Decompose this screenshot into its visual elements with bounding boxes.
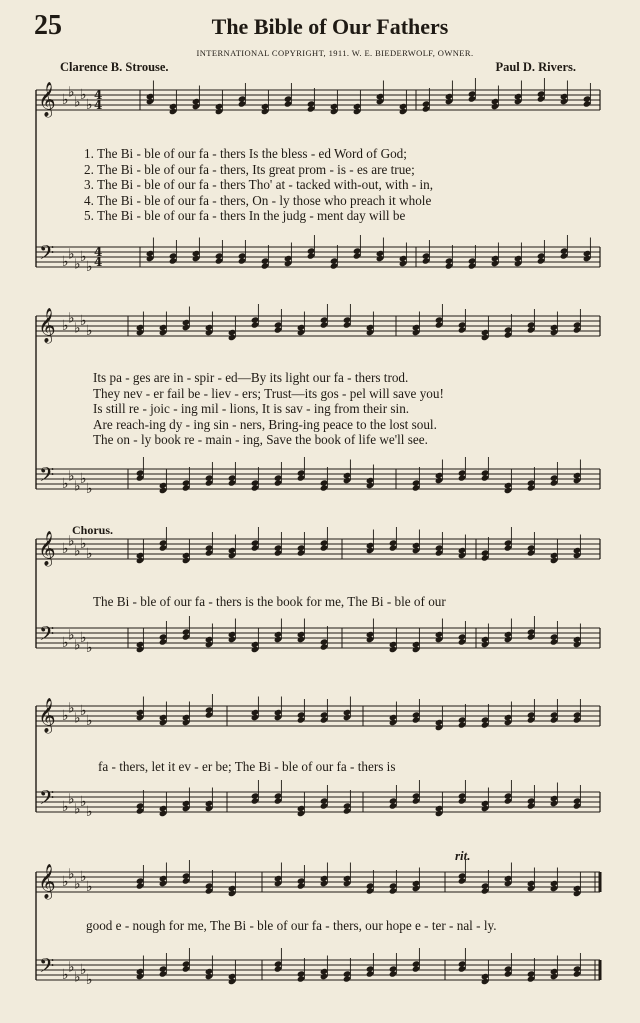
- flat-sign: ♭: [86, 804, 93, 820]
- flat-sign: ♭: [68, 310, 75, 327]
- flat-sign: ♭: [86, 97, 93, 113]
- hymn-number: 25: [34, 10, 62, 41]
- flat-sign: ♭: [62, 967, 69, 983]
- flat-sign: ♭: [86, 640, 93, 656]
- flat-sign: ♭: [62, 799, 69, 815]
- flat-sign: ♭: [74, 969, 81, 986]
- flat-sign: ♭: [68, 468, 75, 485]
- verse-2-line-2: They nev - er fail be - liev - ers; Trust—its gos - pel will save you!: [93, 386, 444, 401]
- treble-clef: 𝄞: [38, 308, 56, 343]
- verse-3-line-1: 3. The Bi - ble of our fa - thers Tho' at - tacked with-out, with - in,: [84, 177, 434, 192]
- time-signature-top: 4: [94, 245, 103, 259]
- chorus-line-2: fa - thers, let it ev - er be; The Bi - ble of our fa - thers is: [98, 759, 396, 774]
- verse-5-line-2: The on - ly book re - main - ing, Save the book of life we'll see.: [93, 432, 428, 447]
- verse-1-line-2: Its pa - ges are in - spir - ed—By its light our fa - thers trod.: [93, 370, 409, 385]
- flat-sign: ♭: [80, 794, 87, 810]
- verse-1-line-1: 1. The Bi - ble of our fa - thers Is the bless - ed Word of God;: [84, 146, 407, 161]
- flat-sign: ♭: [80, 869, 87, 885]
- flat-sign: ♭: [74, 876, 81, 893]
- flat-sign: ♭: [74, 256, 81, 273]
- flat-sign: ♭: [80, 313, 87, 329]
- treble-clef: 𝄞: [38, 82, 56, 117]
- music-system: [36, 527, 600, 656]
- flat-sign: ♭: [80, 536, 87, 552]
- author-credit: Paul D. Rivers.: [495, 60, 576, 74]
- bass-clef: 𝄢: [39, 241, 55, 269]
- flat-sign: ♭: [74, 710, 81, 727]
- copyright-notice: INTERNATIONAL COPYRIGHT, 1911. W. E. BIEDERWOLF, OWNER.: [196, 48, 474, 58]
- flat-sign: ♭: [62, 635, 69, 651]
- flat-sign: ♭: [86, 972, 93, 988]
- flat-sign: ♭: [74, 637, 81, 654]
- flat-sign: ♭: [68, 791, 75, 808]
- flat-sign: ♭: [80, 249, 87, 265]
- flat-sign: ♭: [68, 959, 75, 976]
- verse-4-line-1: 4. The Bi - ble of our fa - thers, On - ly those who preach it whole: [84, 193, 432, 208]
- treble-clef: 𝄞: [38, 864, 56, 899]
- flat-sign: ♭: [74, 543, 81, 560]
- time-signature-top: 4: [94, 88, 103, 102]
- ritardando-mark: rit.: [455, 848, 471, 863]
- flat-sign: ♭: [74, 94, 81, 111]
- bass-clef: 𝄢: [39, 463, 55, 491]
- treble-clef: 𝄞: [38, 698, 56, 733]
- bass-clef: 𝄢: [39, 622, 55, 650]
- flat-sign: ♭: [62, 708, 69, 724]
- composer-credit: Clarence B. Strouse.: [60, 60, 169, 74]
- treble-clef: 𝄞: [38, 531, 56, 566]
- flat-sign: ♭: [68, 533, 75, 550]
- flat-sign: ♭: [86, 323, 93, 339]
- chorus-label: Chorus.: [72, 523, 114, 537]
- chorus-line-1: The Bi - ble of our fa - thers is the book for me, The Bi - ble of our: [93, 594, 446, 609]
- flat-sign: ♭: [68, 700, 75, 717]
- flat-sign: ♭: [62, 874, 69, 890]
- flat-sign: ♭: [80, 703, 87, 719]
- flat-sign: ♭: [74, 801, 81, 818]
- time-signature-bottom: 4: [94, 98, 103, 112]
- flat-sign: ♭: [86, 481, 93, 497]
- flat-sign: ♭: [62, 476, 69, 492]
- chorus-line-3: good e - nough for me, The Bi - ble of our fa - thers, our hope e - ter - nal - ly.: [86, 918, 497, 933]
- flat-sign: ♭: [80, 471, 87, 487]
- flat-sign: ♭: [80, 962, 87, 978]
- music-system: [36, 694, 600, 820]
- flat-sign: ♭: [62, 92, 69, 108]
- hymn-title: The Bible of Our Fathers: [211, 14, 449, 39]
- flat-sign: ♭: [62, 254, 69, 270]
- flat-sign: ♭: [86, 713, 93, 729]
- flat-sign: ♭: [74, 320, 81, 337]
- verse-3-line-2: Is still re - joic - ing mil - lions, It is sav - ing from their sin.: [93, 401, 410, 416]
- flat-sign: ♭: [80, 630, 87, 646]
- flat-sign: ♭: [86, 546, 93, 562]
- flat-sign: ♭: [62, 541, 69, 557]
- flat-sign: ♭: [68, 866, 75, 883]
- bass-clef: 𝄢: [39, 786, 55, 814]
- flat-sign: ♭: [80, 87, 87, 103]
- bass-clef: 𝄢: [39, 954, 55, 982]
- flat-sign: ♭: [62, 318, 69, 334]
- flat-sign: ♭: [74, 478, 81, 495]
- time-signature-bottom: 4: [94, 255, 103, 269]
- flat-sign: ♭: [68, 246, 75, 263]
- verse-4-line-2: Are reach-ing dy - ing sin - ners, Bring-ing peace to the lost soul.: [93, 417, 437, 432]
- flat-sign: ♭: [68, 627, 75, 644]
- verse-5-line-1: 5. The Bi - ble of our fa - thers In the judg - ment day will be: [84, 208, 406, 223]
- verse-2-line-1: 2. The Bi - ble of our fa - thers, Its great prom - is - es are true;: [84, 162, 415, 177]
- flat-sign: ♭: [68, 84, 75, 101]
- flat-sign: ♭: [86, 259, 93, 275]
- flat-sign: ♭: [86, 879, 93, 895]
